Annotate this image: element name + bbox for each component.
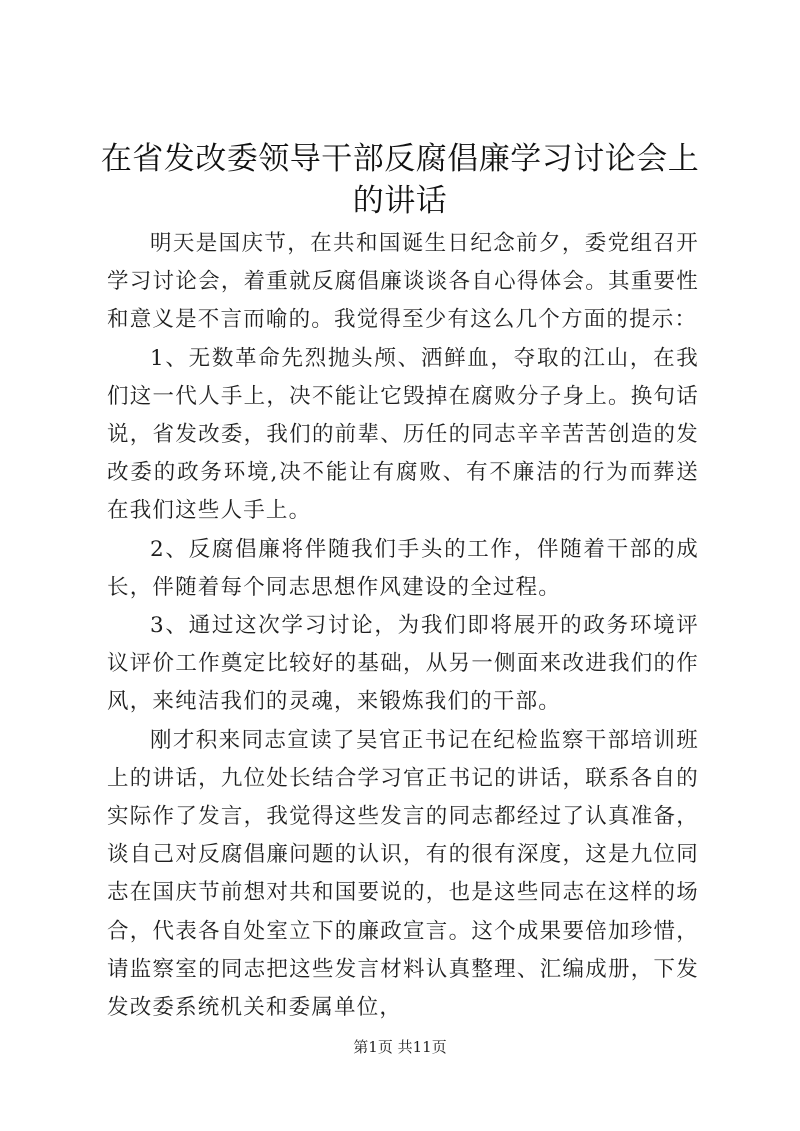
paragraph-point-3: 3、通过这次学习讨论，为我们即将展开的政务环境评议评价工作奠定比较好的基础，从另一侧面来改进我们的作风，来纯洁我们的灵魂，来锻炼我们的干部。 — [107, 613, 699, 715]
page-footer: 第1页 共11页 — [353, 1038, 447, 1056]
paragraph-point-2: 2、反腐倡廉将伴随我们手头的工作，伴随着干部的成长，伴随着每个同志思想作风建设的全过程。 — [107, 536, 699, 600]
paragraph-point-1: 1、无数革命先烈抛头颅、洒鲜血，夺取的江山，在我们这一代人手上，决不能让它毁掉在腐败分子身上。换句话说，省发改委，我们的前辈、历任的同志辛辛苦苦创造的发改委的政务环境,决不能让有腐败、有不廉洁的行为而葬送在我们这些人手上。 — [107, 345, 699, 524]
document-title: 在省发改委领导干部反腐倡廉学习讨论会上的讲话 — [100, 141, 700, 219]
document-body — [107, 225, 699, 1027]
paragraph-intro: 明天是国庆节，在共和国诞生日纪念前夕，委党组召开学习讨论会，着重就反腐倡廉谈谈各自心得体会。其重要性和意义是不言而喻的。我觉得至少有这么几个方面的提示： — [107, 231, 699, 333]
paragraph-speeches: 刚才积来同志宣读了吴官正书记在纪检监察干部培训班上的讲话，九位处长结合学习官正书记的讲话，联系各自的实际作了发言，我觉得这些发言的同志都经过了认真准备，谈自己对反腐倡廉问题的认识，有的很有深度，这是九位同志在国庆节前想对共和国要说的，也是这些同志在这样的场合，代表各自处室立下的廉政宣言。这个成果要倍加珍惜，请监察室的同志把这些发言材料认真整理、汇编成册，下发发改委系统机关和委属单位， — [107, 727, 699, 1021]
